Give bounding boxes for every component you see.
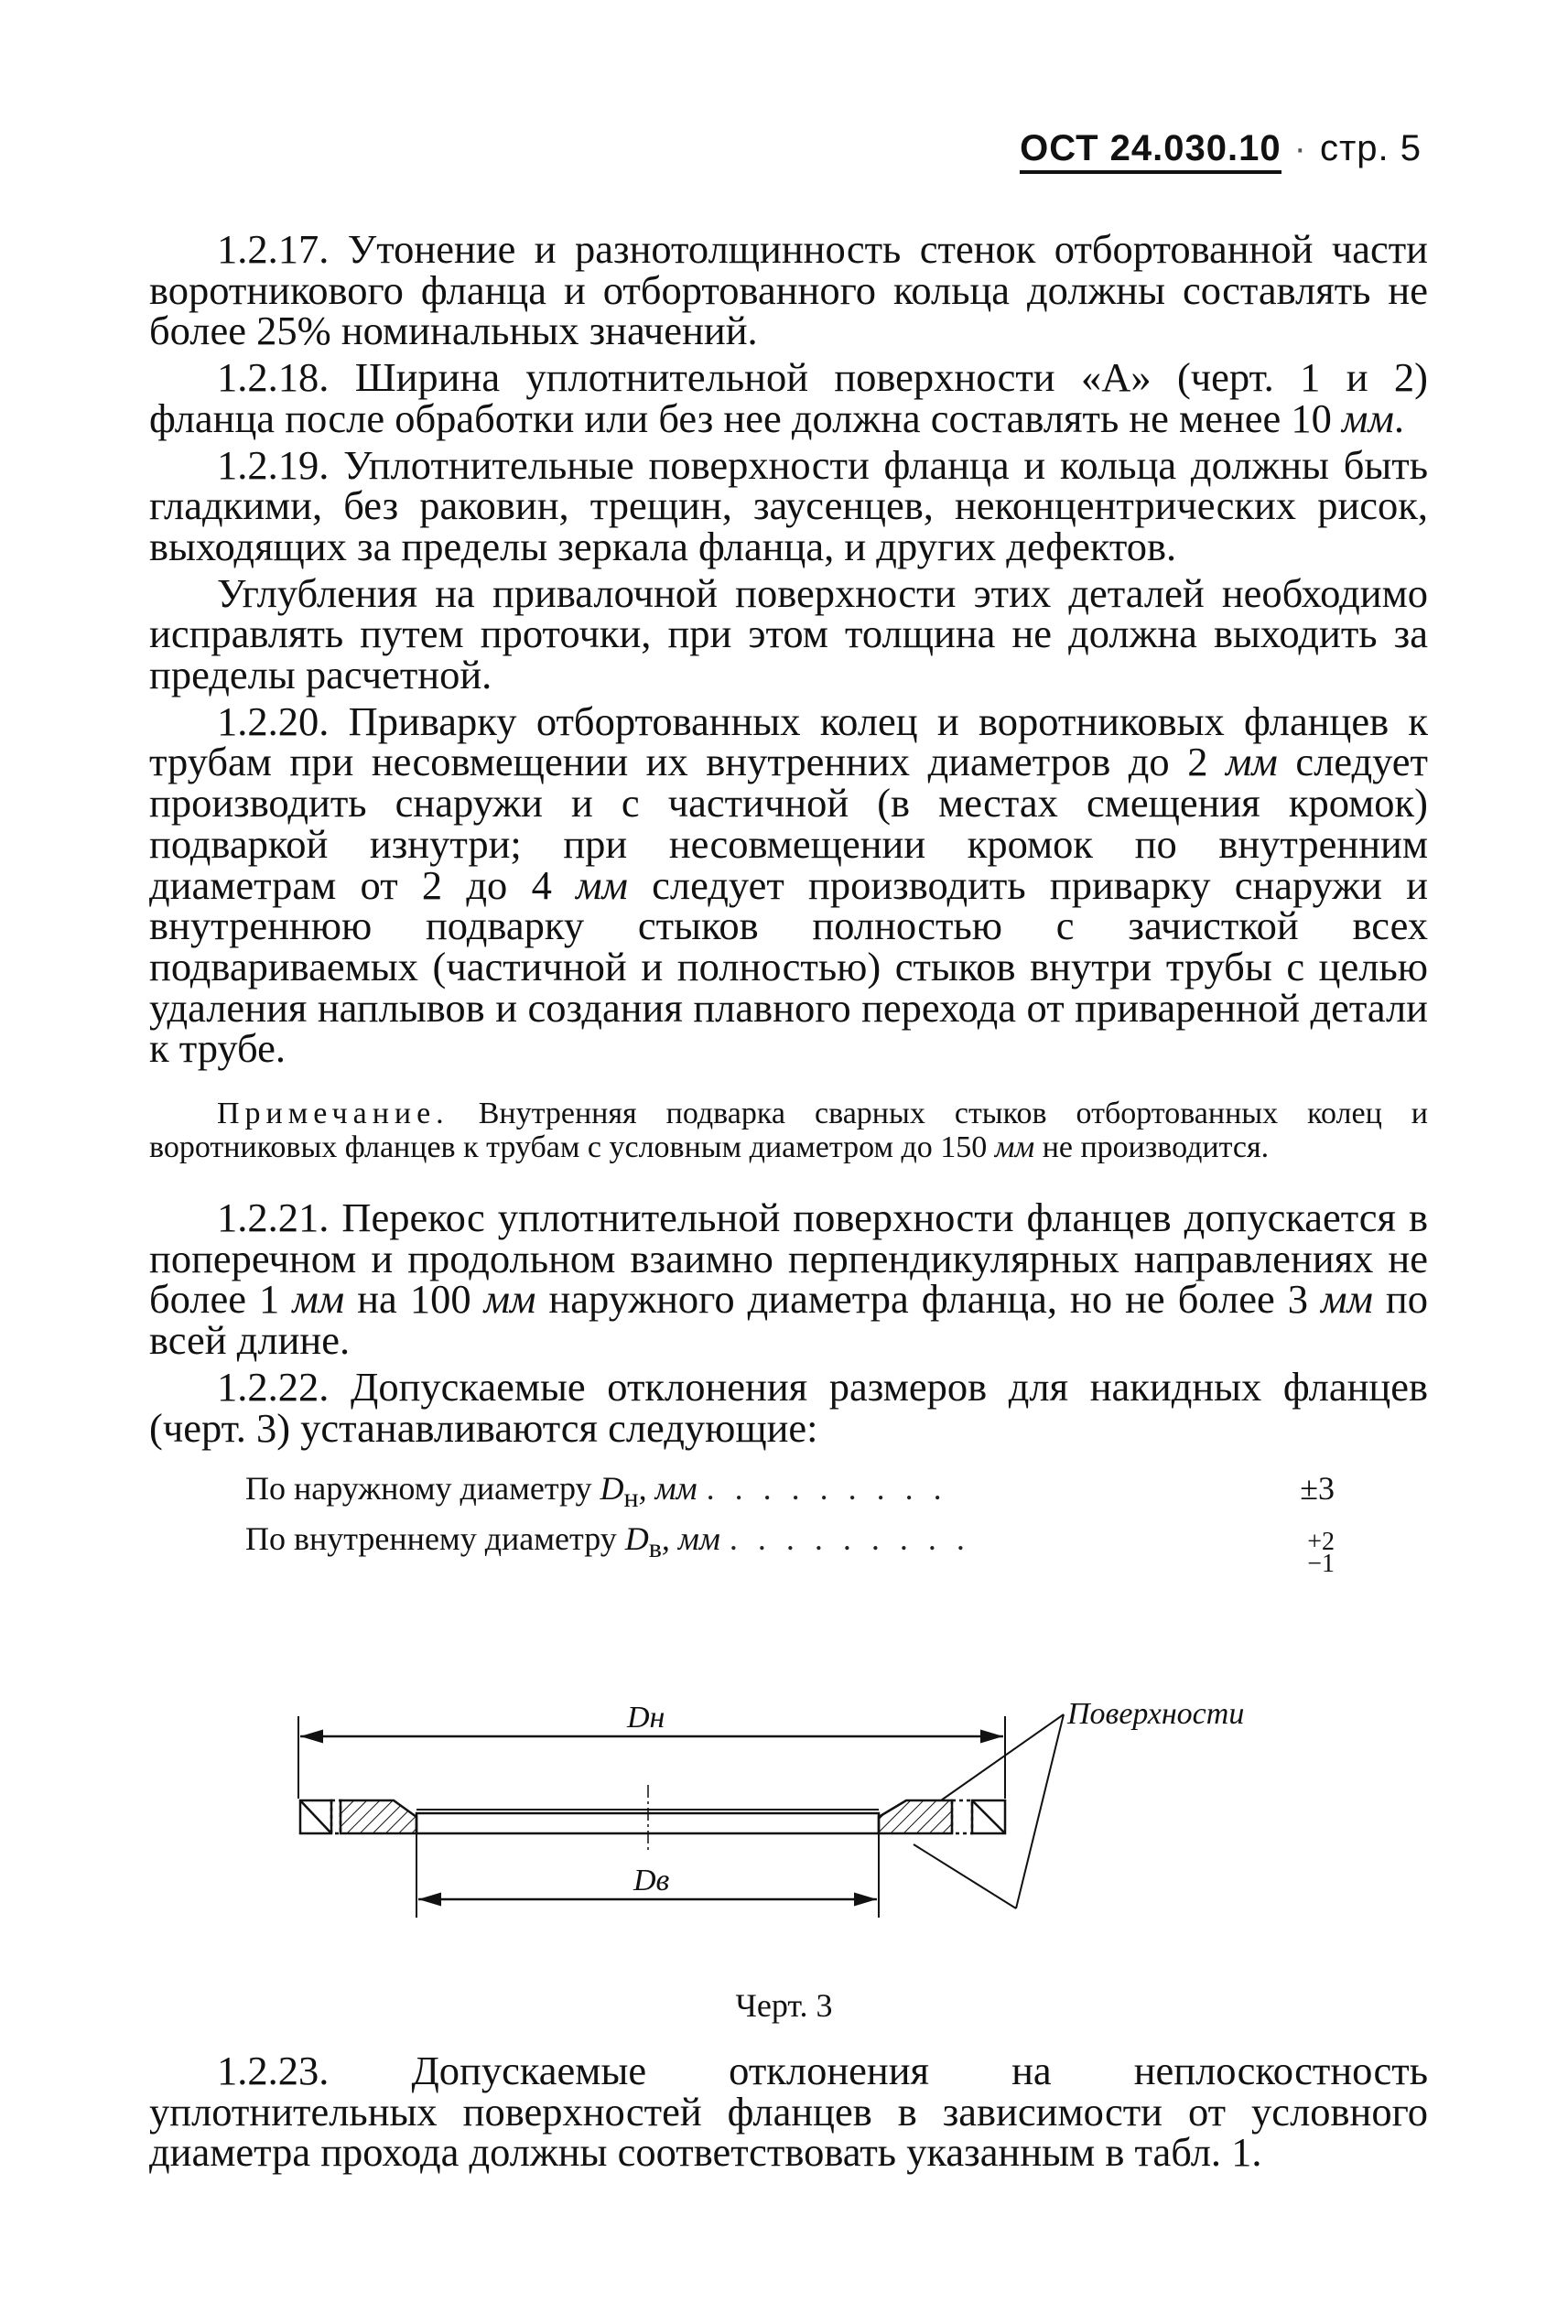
dimension-tolerances bbox=[245, 1468, 1335, 1579]
note-text-b: не производится. bbox=[1034, 1130, 1270, 1165]
outer-diameter-unit: , мм bbox=[638, 1470, 697, 1508]
paragraph-1-2-19: 1.2.19. Уплотнительные поверхности фланца и кольца должны быть гладкими, без раковин, трещин, заусенцев, неконцентрических рисок, выходящих за пределы зеркала фланца, и других дефектов. bbox=[149, 441, 1428, 569]
inner-diameter-tolerance bbox=[1307, 1528, 1335, 1579]
header-separator: · bbox=[1293, 128, 1307, 168]
paragraph-1-2-20-part-a: 1.2.20. Приварку отбортованных колец и воротниковых фланцев к трубам при несовмещении их внутренних диаметров до 2 bbox=[149, 697, 1428, 785]
paragraph-1-2-20 bbox=[149, 697, 1428, 1072]
note bbox=[149, 1097, 1428, 1164]
unit-mm: мм bbox=[292, 1276, 345, 1323]
inner-tolerance-minus: −1 bbox=[1307, 1550, 1335, 1579]
inner-diameter-subscript: в bbox=[648, 1533, 662, 1564]
outer-diameter-dimension-label: Dн bbox=[627, 1701, 665, 1735]
paragraph-1-2-21-part-b: на 100 bbox=[344, 1276, 484, 1323]
unit-mm: мм bbox=[1342, 395, 1394, 441]
inner-diameter-symbol: D bbox=[624, 1520, 649, 1558]
final-text bbox=[149, 2048, 1428, 2176]
inner-diameter-unit: , мм bbox=[661, 1520, 720, 1558]
paragraph-1-2-17: 1.2.17. Утонение и разнотолщинность стенок отбортованной части воротникового фланца и отбортованного кольца должны составлять не более 25% номинальных значений. bbox=[149, 226, 1428, 354]
unit-mm: мм bbox=[483, 1276, 536, 1323]
paragraph-1-2-21-part-d: по всей длине. bbox=[149, 1276, 1428, 1364]
main-text bbox=[149, 226, 1428, 1579]
unit-mm: мм bbox=[1226, 739, 1278, 785]
paragraph-1-2-20-part-b: следует производить снаружи и с частичной (в местах смещения кромок) подваркой изнутри; при несовмещении кромок по внутренним диаметрам от 2 до 4 bbox=[149, 739, 1428, 908]
paragraph-1-2-22: 1.2.22. Допускаемые отклонения размеров для накидных фланцев (черт. 3) устанавливаются следующие: bbox=[149, 1363, 1428, 1451]
page-number: стр. 5 bbox=[1319, 128, 1422, 168]
paragraph-1-2-18-text: 1.2.18. Ширина уплотнительной поверхности «А» (черт. 1 и 2) фланца после обработки или без нее должна составлять не менее 10 bbox=[149, 354, 1428, 441]
paragraph-1-2-19-sub: Углубления на привалочной поверхности этих деталей необходимо исправлять путем проточки, при этом толщина не должна выходить за пределы расчетной. bbox=[149, 569, 1428, 698]
inner-diameter-label bbox=[245, 1519, 720, 1569]
unit-mm: мм bbox=[994, 1130, 1035, 1165]
unit-mm: мм bbox=[576, 861, 628, 908]
unit-mm: мм bbox=[1321, 1276, 1373, 1323]
outer-diameter-subscript: н bbox=[623, 1483, 639, 1514]
inner-diameter-dimension-label: Dв bbox=[633, 1864, 670, 1897]
page-header bbox=[1020, 128, 1422, 169]
leader-dots: ......... bbox=[706, 1470, 962, 1508]
paragraph-1-2-18-end: . bbox=[1393, 395, 1404, 441]
outer-diameter-tolerance: ±3 bbox=[1300, 1470, 1335, 1508]
note-label: Примечание. bbox=[217, 1097, 449, 1131]
inner-diameter-text: По внутреннему диаметру bbox=[245, 1520, 625, 1558]
paragraph-1-2-21-part-c: наружного диаметра фланца, но не более 3 bbox=[535, 1276, 1322, 1323]
outer-diameter-symbol: D bbox=[600, 1470, 624, 1508]
outer-diameter-text: По наружному диаметру bbox=[245, 1470, 600, 1508]
standard-number: ОСТ 24.030.10 bbox=[1020, 128, 1281, 174]
flange-drawing bbox=[275, 1698, 1336, 1936]
paragraph-1-2-23: 1.2.23. Допускаемые отклонения на неплоскостность уплотнительных поверхностей фланцев в зависимости от условного диаметра прохода должны соответствовать указанным в табл. 1. bbox=[149, 2048, 1428, 2176]
paragraph-1-2-21-part-a: 1.2.21. Перекос уплотнительной поверхности фланцев допускается в поперечном и продольном взаимно перпендикулярных направлениях не более 1 bbox=[149, 1194, 1428, 1323]
note-text-a: Внутренняя подварка сварных стыков отбортованных колец и воротниковых фланцев к трубам с условным диаметром до 150 bbox=[149, 1097, 1428, 1165]
drawing-caption: Черт. 3 bbox=[735, 1987, 833, 2024]
inner-diameter-row bbox=[245, 1519, 1335, 1579]
outer-diameter-label bbox=[245, 1468, 697, 1519]
paragraph-1-2-20-part-c: следует производить приварку снаружи и внутреннюю подварку стыков полностью с зачисткой всех подвариваемых (частичной и полностью) стыков внутри трубы с целью удаления наплывов и создания плавного перехода от приваренной детали к трубе. bbox=[149, 861, 1428, 1072]
paragraph-1-2-21 bbox=[149, 1194, 1428, 1364]
paragraph-1-2-18 bbox=[149, 354, 1428, 441]
surface-callout-label: Поверхности bbox=[1067, 1698, 1245, 1731]
leader-dots: ......... bbox=[729, 1520, 985, 1558]
flange-section bbox=[300, 1800, 1005, 1833]
outer-diameter-row bbox=[245, 1468, 1335, 1519]
inner-tolerance-plus: +2 bbox=[1307, 1528, 1335, 1557]
